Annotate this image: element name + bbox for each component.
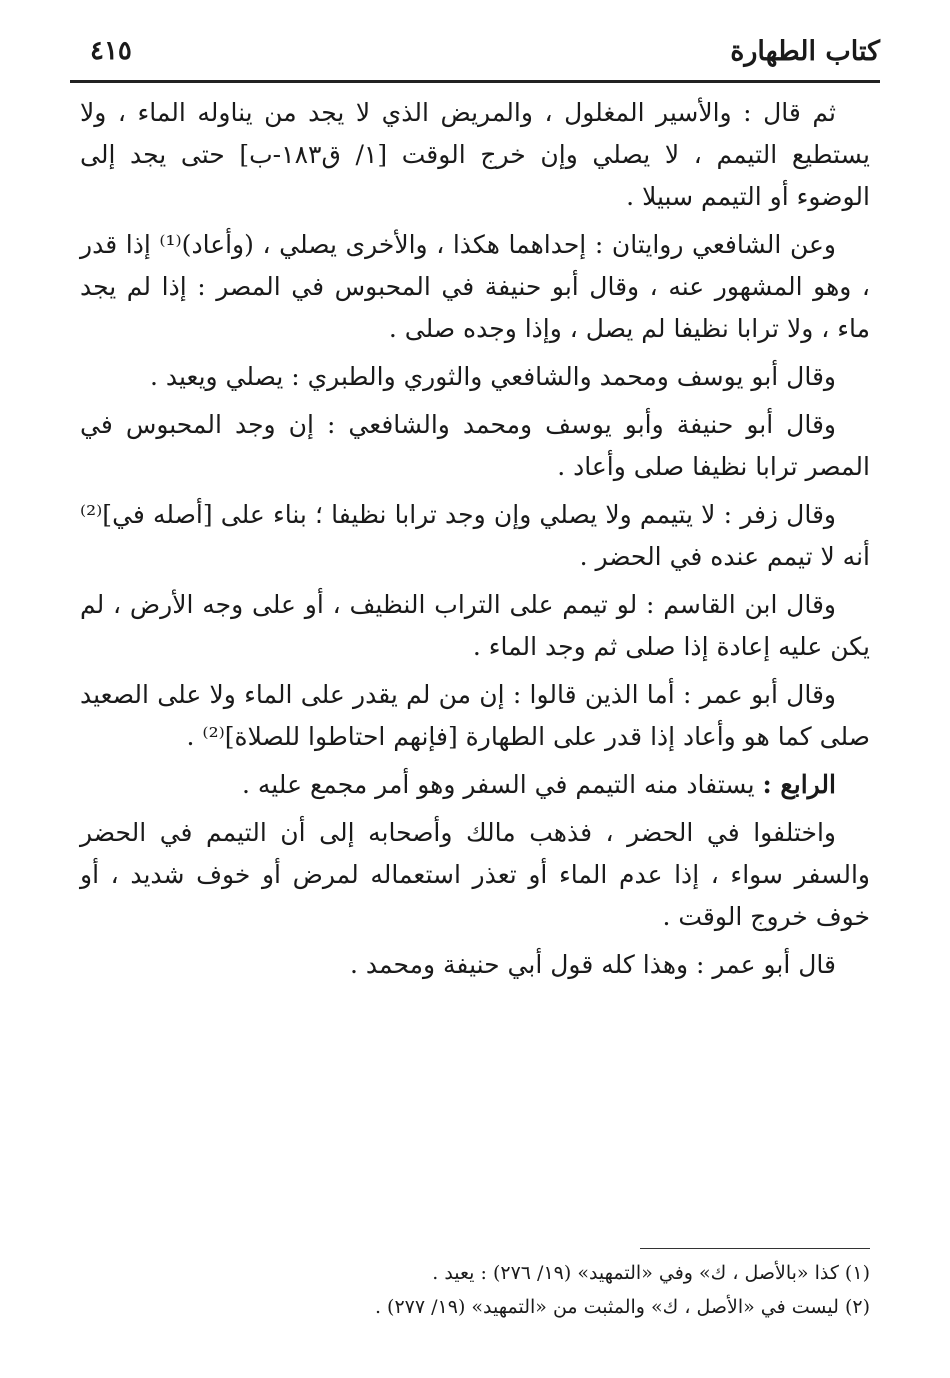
paragraph: قال أبو عمر : وهذا كله قول أبي حنيفة ومحمد . <box>350 950 836 979</box>
page-number: ٤١٥ <box>90 36 132 66</box>
footnotes <box>80 1256 870 1324</box>
paragraph: وقال أبو يوسف ومحمد والشافعي والثوري والطبري : يصلي ويعيد . <box>149 362 836 391</box>
paragraph: وقال ابن القاسم : لو تيمم على التراب النظيف ، أو على وجه الأرض ، لم يكن عليه إعادة إذا صلى ثم وجد الماء . <box>80 590 870 661</box>
main-text <box>80 92 870 992</box>
page-header <box>70 30 880 78</box>
paragraph: ثم قال : والأسير المغلول ، والمريض الذي لا يجد من يناوله الماء ، ولا يستطيع التيمم ، لا يصلي وإن خرج الوقت [١/ ق١٨٣-ب] حتى يجد إلى الوضوء أو التيمم سبيلا . <box>80 98 870 211</box>
chapter-title: كتاب الطهارة <box>730 36 880 67</box>
footnote: (٢) ليست في «الأصل ، ك» والمثبت من «التمهيد» (١٩/ ٢٧٧) . <box>374 1296 870 1318</box>
footnote-rule <box>640 1248 870 1249</box>
fourth-lead: الرابع : <box>762 770 836 799</box>
paragraph: واختلفوا في الحضر ، فذهب مالك وأصحابه إلى أن التيمم في الحضر والسفر سواء ، إذا عدم الماء أو تعذر استعماله لمرض أو خوف شديد ، أو خوف خروج الوقت . <box>80 818 870 931</box>
paragraph-fourth <box>80 764 870 806</box>
paragraph: وقال زفر : لا يتيمم ولا يصلي وإن وجد ترابا نظيفا ؛ بناء على [أصله في]⁽²⁾ أنه لا تيمم عنده في الحضر . <box>80 500 870 571</box>
paragraph: وقال أبو حنيفة وأبو يوسف ومحمد والشافعي : إن وجد المحبوس في المصر ترابا نظيفا صلى وأعاد . <box>80 410 870 481</box>
header-rule <box>70 80 880 83</box>
book-page <box>70 30 880 1350</box>
paragraph: وقال أبو عمر : أما الذين قالوا : إن من لم يقدر على الماء ولا على الصعيد صلى كما هو وأعاد إذا قدر على الطهارة [فإنهم احتاطوا للصلاة]⁽²⁾ . <box>80 680 870 751</box>
fourth-text: يستفاد منه التيمم في السفر وهو أمر مجمع عليه . <box>241 770 763 799</box>
footnote: (١) كذا «بالأصل ، ك» وفي «التمهيد» (١٩/ ٢٧٦) : يعيد . <box>432 1262 870 1284</box>
paragraph: وعن الشافعي روايتان : إحداهما هكذا ، والأخرى يصلي ، (وأعاد)⁽¹⁾ إذا قدر ، وهو المشهور عنه ، وقال أبو حنيفة في المحبوس في المصر : إذا لم يجد ماء ، ولا ترابا نظيفا لم يصل ، وإذا وجده صلى . <box>80 230 870 343</box>
